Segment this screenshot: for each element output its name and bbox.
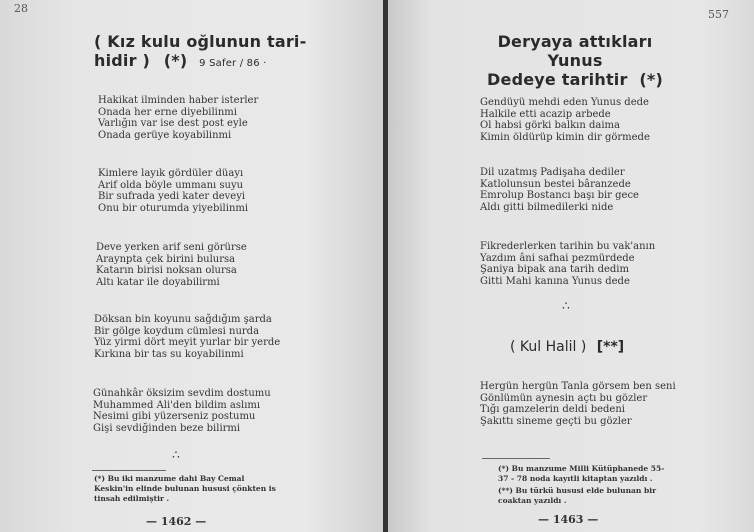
right-section-footnote-mark: [**] xyxy=(596,339,625,355)
right-title-footnote-mark: (*) xyxy=(639,70,663,89)
verse-line: Nesimi gibi yüzerseniz postumu xyxy=(93,411,256,423)
verse-line: Katarın birisi noksan olursa xyxy=(96,265,237,277)
left-corner-mark: 28 xyxy=(14,2,28,15)
verse-line: Gişi sevdiğinden beze bilirmi xyxy=(93,422,241,434)
verse-line: Günahkâr öksizim sevdim dostumu xyxy=(93,388,271,399)
footnote-line: coaktan yazıldı . xyxy=(498,496,567,505)
verse-line: Tığı gamzelerin deldi bedeni xyxy=(480,404,625,416)
footnote-line: (**) Bu türkü hususi elde bulunan bir xyxy=(498,486,657,495)
verse-line: Onu bir oturumda yiyebilinmi xyxy=(98,202,249,214)
verse-line: Yüz yirmi dört meyit yurlar bir yerde xyxy=(94,337,281,349)
verse-line: Muhammed Ali'den bildim aslımı xyxy=(93,399,261,411)
verse-line: Kimin öldürüp kimin dir görmede xyxy=(480,131,650,143)
left-stanza-3 xyxy=(96,242,247,288)
left-title-footnote-mark: (*) xyxy=(163,51,188,70)
right-footnote-rule xyxy=(482,458,550,459)
verse-line: Hergün hergün Tanla görsem ben seni xyxy=(480,381,676,392)
footnote-line: Keskin'in elinde bulunan hususi çönkten is xyxy=(94,484,276,493)
verse-line: Şakıttı sineme geçti bu gözler xyxy=(480,415,632,427)
right-stanza-4 xyxy=(480,381,676,427)
footnote-line: 37 - 78 noda kayıtli kitaptan yazıldı . xyxy=(498,474,653,483)
left-page-number: — 1462 — xyxy=(146,515,207,528)
right-poem-title xyxy=(480,32,670,89)
right-stanza-3 xyxy=(480,241,655,287)
verse-line: Varlığın var ise dest post eyle xyxy=(98,118,248,130)
verse-line: Ol habsi görki balkın daima xyxy=(480,120,620,132)
left-stanza-4 xyxy=(94,314,280,360)
verse-line: Hakikat ilminden haber isterler xyxy=(98,95,259,106)
right-corner-mark: 557 xyxy=(708,8,729,21)
verse-line: Gendüyü mehdi eden Yunus dede xyxy=(480,97,649,108)
right-asterism: ∴ xyxy=(562,299,570,313)
left-footnote xyxy=(94,474,276,504)
left-stanza-1 xyxy=(98,95,258,141)
left-title-line-2 xyxy=(94,51,306,73)
right-title-line-2 xyxy=(480,70,670,89)
footnote-line: (*) Bu manzume Milli Kütüphanede 55- xyxy=(498,464,665,473)
right-stanza-1 xyxy=(480,97,650,143)
right-footnote-2 xyxy=(498,486,656,506)
verse-line: Kimlere layık gördüler düayı xyxy=(98,168,244,179)
left-title-date: 9 Safer / 86 · xyxy=(199,58,267,69)
verse-line: Arif olda böyle ummanı suyu xyxy=(98,179,244,191)
left-stanza-2 xyxy=(98,168,248,214)
left-stanza-5 xyxy=(93,388,271,434)
left-title-line-2-text: hidir ) xyxy=(94,51,150,70)
right-footnote-1 xyxy=(498,464,664,484)
right-section-title xyxy=(510,339,624,355)
footnote-line: (*) Bu iki manzume dahi Bay Cemal xyxy=(94,474,245,483)
verse-line: Halkile etti acazip arbede xyxy=(480,108,611,120)
left-asterism: ∴ xyxy=(172,448,180,462)
verse-line: Bir gölge koydum cümlesi nurda xyxy=(94,325,260,337)
verse-line: Katlolunsun bestei bâranzede xyxy=(480,178,631,190)
verse-line: Altı katar ile doyabilirmi xyxy=(96,276,220,288)
verse-line: Onada her erne diyebilinmi xyxy=(98,106,237,118)
verse-line: Bir sufrada yedi kater deveyi xyxy=(98,191,246,203)
verse-line: Şaniya bipak ana tarih dedim xyxy=(480,264,629,276)
verse-line: Araynpta çek birini bulursa xyxy=(96,253,236,265)
right-page-number: — 1463 — xyxy=(538,513,599,526)
left-poem-title xyxy=(94,32,306,73)
verse-line: Kırkına bir tas su koyabilinmi xyxy=(94,348,244,360)
right-section-title-text: ( Kul Halil ) xyxy=(510,339,587,355)
verse-line: Onada gerüye koyabilinmi xyxy=(98,129,232,141)
right-title-line-1: Deryaya attıkları Yunus xyxy=(497,32,653,70)
right-page xyxy=(388,0,754,532)
verse-line: Döksan bin koyunu sağdığım şarda xyxy=(94,314,272,325)
verse-line: Yazdım âni safhai pezmürdede xyxy=(480,252,635,264)
verse-line: Deve yerken arif seni görürse xyxy=(96,242,247,253)
verse-line: Emrolup Bostancı başı bir gece xyxy=(480,190,639,202)
right-stanza-2 xyxy=(480,167,639,213)
verse-line: Gitti Mahi kanına Yunus dede xyxy=(480,275,630,287)
verse-line: Dil uzatmış Padişaha dediler xyxy=(480,167,625,178)
footnote-line: tinsah edilmiştir . xyxy=(94,494,170,503)
right-title-line-2-text: Dedeye tarihtir xyxy=(487,70,628,89)
left-title-line-1: ( Kız kulu oğlunun tari- xyxy=(94,32,307,51)
verse-line: Fikrederlerken tarihin bu vak'anın xyxy=(480,241,656,252)
left-footnote-rule xyxy=(92,470,166,471)
verse-line: Aldı gitti bilmedilerki nide xyxy=(480,201,614,213)
verse-line: Gönlümün aynesin açtı bu gözler xyxy=(480,392,648,404)
